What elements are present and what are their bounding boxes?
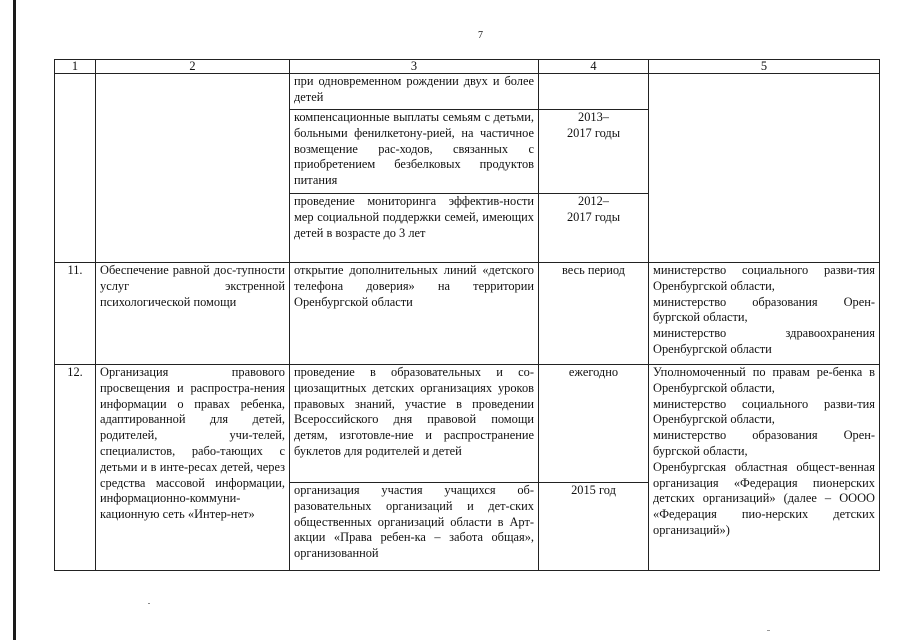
program-table bbox=[54, 59, 880, 571]
header-col-5: 5 bbox=[649, 60, 880, 74]
header-col-1: 1 bbox=[55, 60, 96, 74]
row-12-period-a: ежегодно bbox=[539, 365, 649, 483]
scan-speck bbox=[767, 630, 770, 631]
row-11-measure: открытие дополнительных линий «детского телефона доверия» на территории Оренбургской области bbox=[290, 263, 539, 365]
row-12-measure-b: организация участия учащихся об-разовательных организаций и дет-ских общественных организаций области в Арт-акции «Права ребен-ка – забота общая», организованной bbox=[290, 483, 539, 571]
row-12-executors: Уполномоченный по правам ре-бенка в Оренбургской области, министерство социального разви-тия Оренбургской области, министерство образования Орен-бургской области, Оренбургская областная общест-венная организация «Федерация пионерских детских организаций» (далее – ОООО «Федерация пио-нерских детских организаций») bbox=[649, 365, 880, 571]
scan-edge-line bbox=[13, 0, 16, 640]
header-col-2: 2 bbox=[96, 60, 290, 74]
row-12-period-b: 2015 год bbox=[539, 483, 649, 571]
cont-num-cell bbox=[55, 74, 96, 263]
table-row bbox=[55, 365, 880, 483]
row-11-num: 11. bbox=[55, 263, 96, 365]
table-row bbox=[55, 263, 880, 365]
table-header-row bbox=[55, 60, 880, 74]
header-col-4: 4 bbox=[539, 60, 649, 74]
cont-measure-a: при одновременном рождении двух и более детей bbox=[290, 74, 539, 110]
header-col-3: 3 bbox=[290, 60, 539, 74]
cont-measure-c: проведение мониторинга эффектив-ности мер социальной поддержки семей, имеющих детей в возрасте до 3 лет bbox=[290, 194, 539, 263]
cont-measure-b: компенсационные выплаты семьям с детьми, больными фенилкетону-рией, на частичное возмещение рас-ходов, связанных с приобретением безбелковых продуктов питания bbox=[290, 110, 539, 194]
row-12-measure-a: проведение в образовательных и со-циозащитных детских организациях уроков правовых знаний, участие в проведении Всероссийского дня правовой помощи детям, изготовле-ние и распространение буклетов для родителей и детей bbox=[290, 365, 539, 483]
cont-period-a bbox=[539, 74, 649, 110]
row-12-num: 12. bbox=[55, 365, 96, 571]
row-11-period: весь период bbox=[539, 263, 649, 365]
cont-task-cell bbox=[96, 74, 290, 263]
page-number: 7 bbox=[478, 30, 483, 41]
table-row bbox=[55, 74, 880, 110]
scan-speck bbox=[148, 603, 150, 604]
row-12-task: Организация правового просвещения и распростра-нения информации о правах ребенка, адаптированной для детей, родителей, учи-телей, специалистов, рабо-тающих с детьми и в инте-ресах детей, через средства массовой информации, информационно-коммуни-кационную сеть «Интер-нет» bbox=[96, 365, 290, 571]
cont-period-b: 2013– 2017 годы bbox=[539, 110, 649, 194]
cont-period-c: 2012– 2017 годы bbox=[539, 194, 649, 263]
cont-executors-cell bbox=[649, 74, 880, 263]
row-11-executors: министерство социального разви-тия Оренбургской области, министерство образования Орен-бургской области, министерство здравоохранения Оренбургской области bbox=[649, 263, 880, 365]
row-11-task: Обеспечение равной дос-тупности услуг экстренной психологической помощи bbox=[96, 263, 290, 365]
